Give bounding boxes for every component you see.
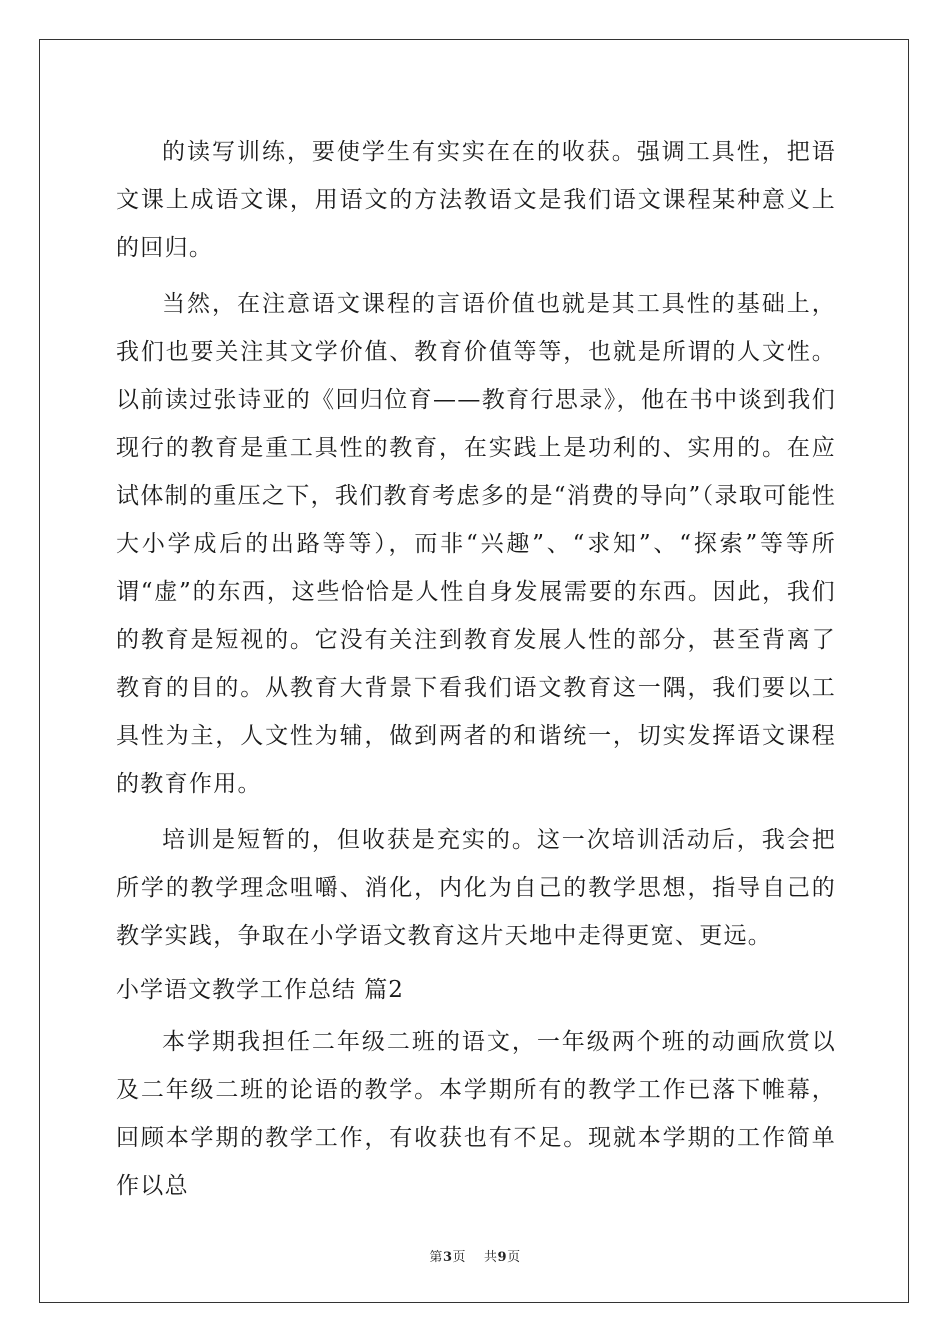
- document-body: [116, 128, 836, 1210]
- paragraph-1: 的读写训练，要使学生有实实在在的收获。强调工具性，把语文课上成语文课，用语文的方法教语文是我们语文课程某种意义上的回归。: [116, 139, 836, 261]
- page-number: 3: [442, 1250, 453, 1265]
- page-suffix: 页: [452, 1250, 466, 1265]
- total-prefix: 共: [484, 1250, 498, 1265]
- paragraph-2: 当然，在注意语文课程的言语价值也就是其工具性的基础上，我们也要关注其文学价值、教育价值等等，也就是所谓的人文性。以前读过张诗亚的《回归位育——教育行思录》，他在书中谈到我们现行的教育是重工具性的教育，在实践上是功利的、实用的。在应试体制的重压之下，我们教育考虑多的是“消费的导向”（录取可能性大小学成后的出路等等），而非“兴趣”、“求知”、“探索”等等所谓“虚”的东西，这些恰恰是人性自身发展需要的东西。因此，我们的教育是短视的。它没有关注到教育发展人性的部分，甚至背离了教育的目的。从教育大背景下看我们语文教育这一隅，我们要以工具性为主，人文性为辅，做到两者的和谐统一，切实发挥语文课程的教育作用。: [116, 291, 836, 797]
- page-prefix: 第: [429, 1250, 443, 1265]
- total-suffix: 页: [507, 1250, 521, 1265]
- total-pages: 9: [497, 1250, 508, 1265]
- paragraph-3: 培训是短暂的，但收获是充实的。这一次培训活动后，我会把所学的教学理念咀嚼、消化，内化为自己的教学思想，指导自己的教学实践，争取在小学语文教育这片天地中走得更宽、更远。: [116, 827, 836, 949]
- page-footer: [0, 1246, 950, 1265]
- section-paragraph: 本学期我担任二年级二班的语文，一年级两个班的动画欣赏以及二年级二班的论语的教学。本学期所有的教学工作已落下帷幕，回顾本学期的教学工作，有收获也有不足。现就本学期的工作简单作以总: [116, 1029, 836, 1199]
- section-heading: 小学语文教学工作总结 篇2: [116, 977, 404, 1003]
